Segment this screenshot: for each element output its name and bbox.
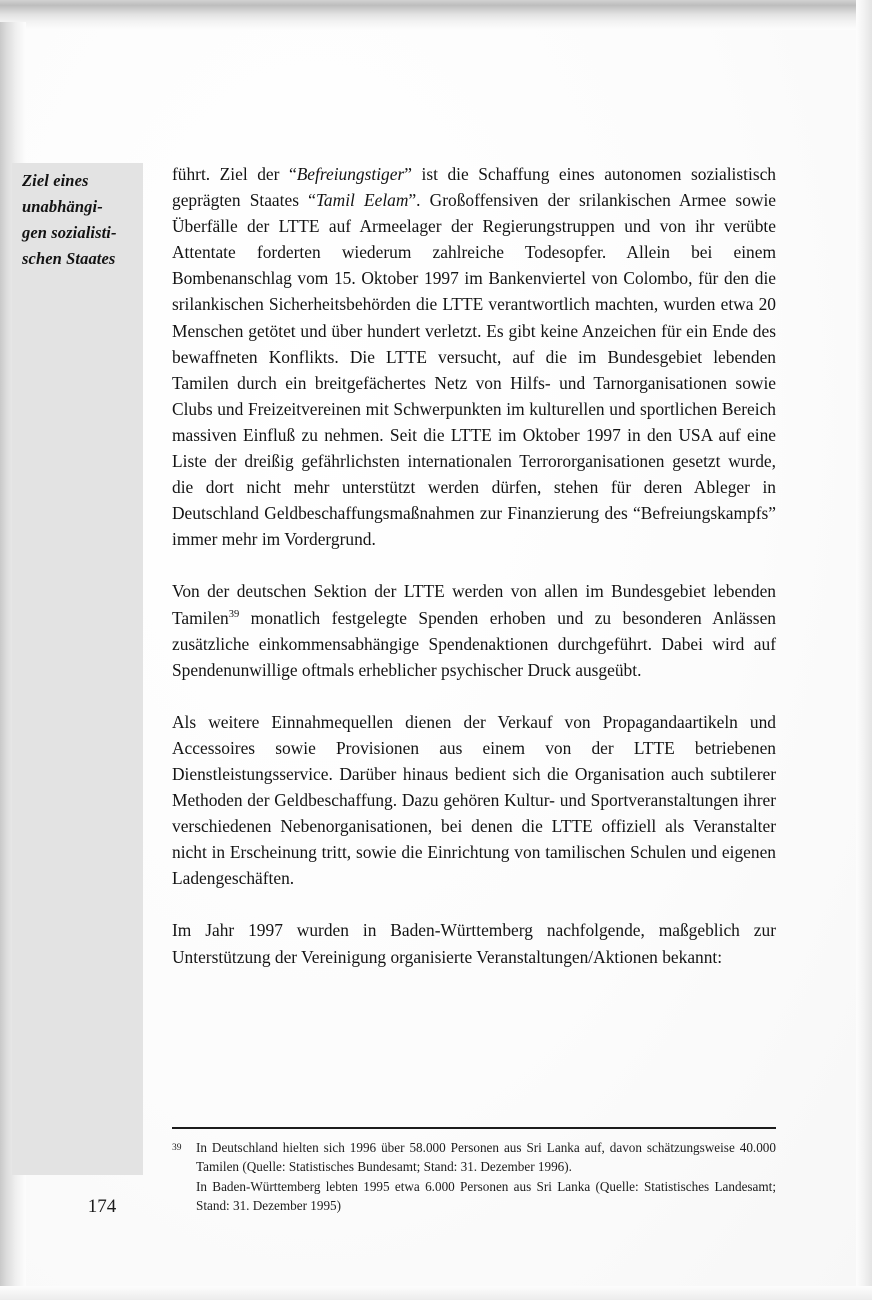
footnote-separator bbox=[172, 1127, 776, 1129]
footnote-area bbox=[172, 1138, 776, 1216]
margin-note-line: Ziel eines bbox=[22, 171, 89, 190]
title-tamil-eelam: Tamil Eelam bbox=[315, 190, 409, 211]
margin-note-line: unabhängi- bbox=[22, 197, 103, 217]
body-paragraph-4: Im Jahr 1997 wurden in Baden-Württemberg nachfolgende, maßgeblich zur Unterstützung der Vereinigung organisierte Veranstaltungen/Aktionen bekannt: bbox=[172, 920, 776, 967]
title-befreiungstiger: Befreiungstiger bbox=[296, 164, 405, 184]
paragraph-1-segment-3: ”. Großoffensiven der srilankischen Armee sowie Überfälle der LTTE auf Armeelager der Regierungstruppen und von ihr verübte Attentate forderten wiederum zahlreiche Todesopfer. Allein bei einem Bombenanschlag vom 15. Oktober 1997 im Bankenviertel von Colombo, für den die srilankischen Sicherheitsbehörden die LTTE verantwortlich machten, wurden etwa 20 Menschen getötet und über hundert verletzt. Es gibt keine Anzeichen für ein Ende des bewaffneten Konflikts. Die LTTE versucht, auf die im Bundesgebiet lebenden Tamilen durch ein breitgefächertes Netz von Hilfs- und Tarnorganisationen sowie Clubs und Freizeitvereinen mit Schwerpunkten im kulturellen und sportlichen Bereich massiven Einfluß zu nehmen. Seit die LTTE im Oktober 1997 in den USA auf eine Liste der dreißig gefährlichsten internationalen Terrororganisationen gesetzt wurde, die dort nicht mehr unterstützt werden dürfen, stehen für deren Ableger in Deutschland Geldbeschaffungsmaßnahmen zur Finanzierung des “Befreiungskampfs” immer mehr im Vordergrund. bbox=[172, 190, 776, 550]
footnote-39-text bbox=[196, 1138, 776, 1216]
footnote-reference-39[interactable]: 39 bbox=[228, 608, 240, 620]
margin-note-line: gen sozialisti- bbox=[22, 223, 117, 243]
margin-note bbox=[22, 168, 150, 272]
scan-edge-top bbox=[0, 0, 872, 30]
scan-edge-bottom bbox=[0, 1286, 872, 1300]
body-paragraph-3: Als weitere Einnahmequellen dienen der Verkauf von Propagandaartikeln und Accessoires sowie Provisionen aus einem von der LTTE betriebenen Dienstleistungsservice. Darüber hinaus bedient sich die Organisation auch subtilerer Methoden der Geldbeschaffung. Dazu gehören Kultur- und Sportveranstaltungen ihrer verschiedenen Nebenorganisationen, bei denen die LTTE offiziell als Veranstalter nicht in Erscheinung tritt, sowie die Einrichtung von tamilischen Schulen und eigenen Ladengeschäften. bbox=[172, 711, 776, 889]
paragraph-1-segment-1: führt. Ziel der “ bbox=[172, 164, 297, 184]
margin-band bbox=[12, 163, 143, 1175]
footnote-marker-39: 39 bbox=[172, 1143, 182, 1153]
page-number: 174 bbox=[87, 1196, 117, 1217]
paragraph-2-segment-1: Von der deutschen Sektion der LTTE werden von allen im Bundesgebiet lebenden Tamilen bbox=[172, 581, 776, 628]
paragraph-2-segment-2: monatlich festgelegte Spenden erhoben und zu besonderen Anlässen zusätzliche einkommensabhängige Spendenaktionen durchgeführt. Dabei wird auf Spendenunwillige oftmals erheblicher psychischer Druck ausgeübt. bbox=[172, 607, 776, 680]
body-paragraph-1 bbox=[172, 161, 776, 552]
margin-note-line: schen Staates bbox=[22, 249, 116, 269]
scan-edge-right bbox=[856, 0, 872, 1300]
paragraph-1-segment-2: ” ist die Schaffung eines autonomen sozialistisch geprägten Staates “ bbox=[172, 164, 777, 211]
footnote-39-paragraph-2: In Baden-Württemberg lebten 1995 etwa 6.000 Personen aus Sri Lanka (Quelle: Statistisches Landesamt; Stand: 31. Dezember 1995) bbox=[196, 1178, 776, 1214]
body-paragraph-2 bbox=[172, 578, 776, 682]
footnote-39 bbox=[172, 1138, 776, 1216]
footnote-39-paragraph-1: In Deutschland hielten sich 1996 über 58.000 Personen aus Sri Lanka auf, davon schätzungsweise 40.000 Tamilen (Quelle: Statistisches Bundesamt; Stand: 31. Dezember 1996). bbox=[196, 1140, 776, 1175]
text-column bbox=[172, 161, 776, 970]
